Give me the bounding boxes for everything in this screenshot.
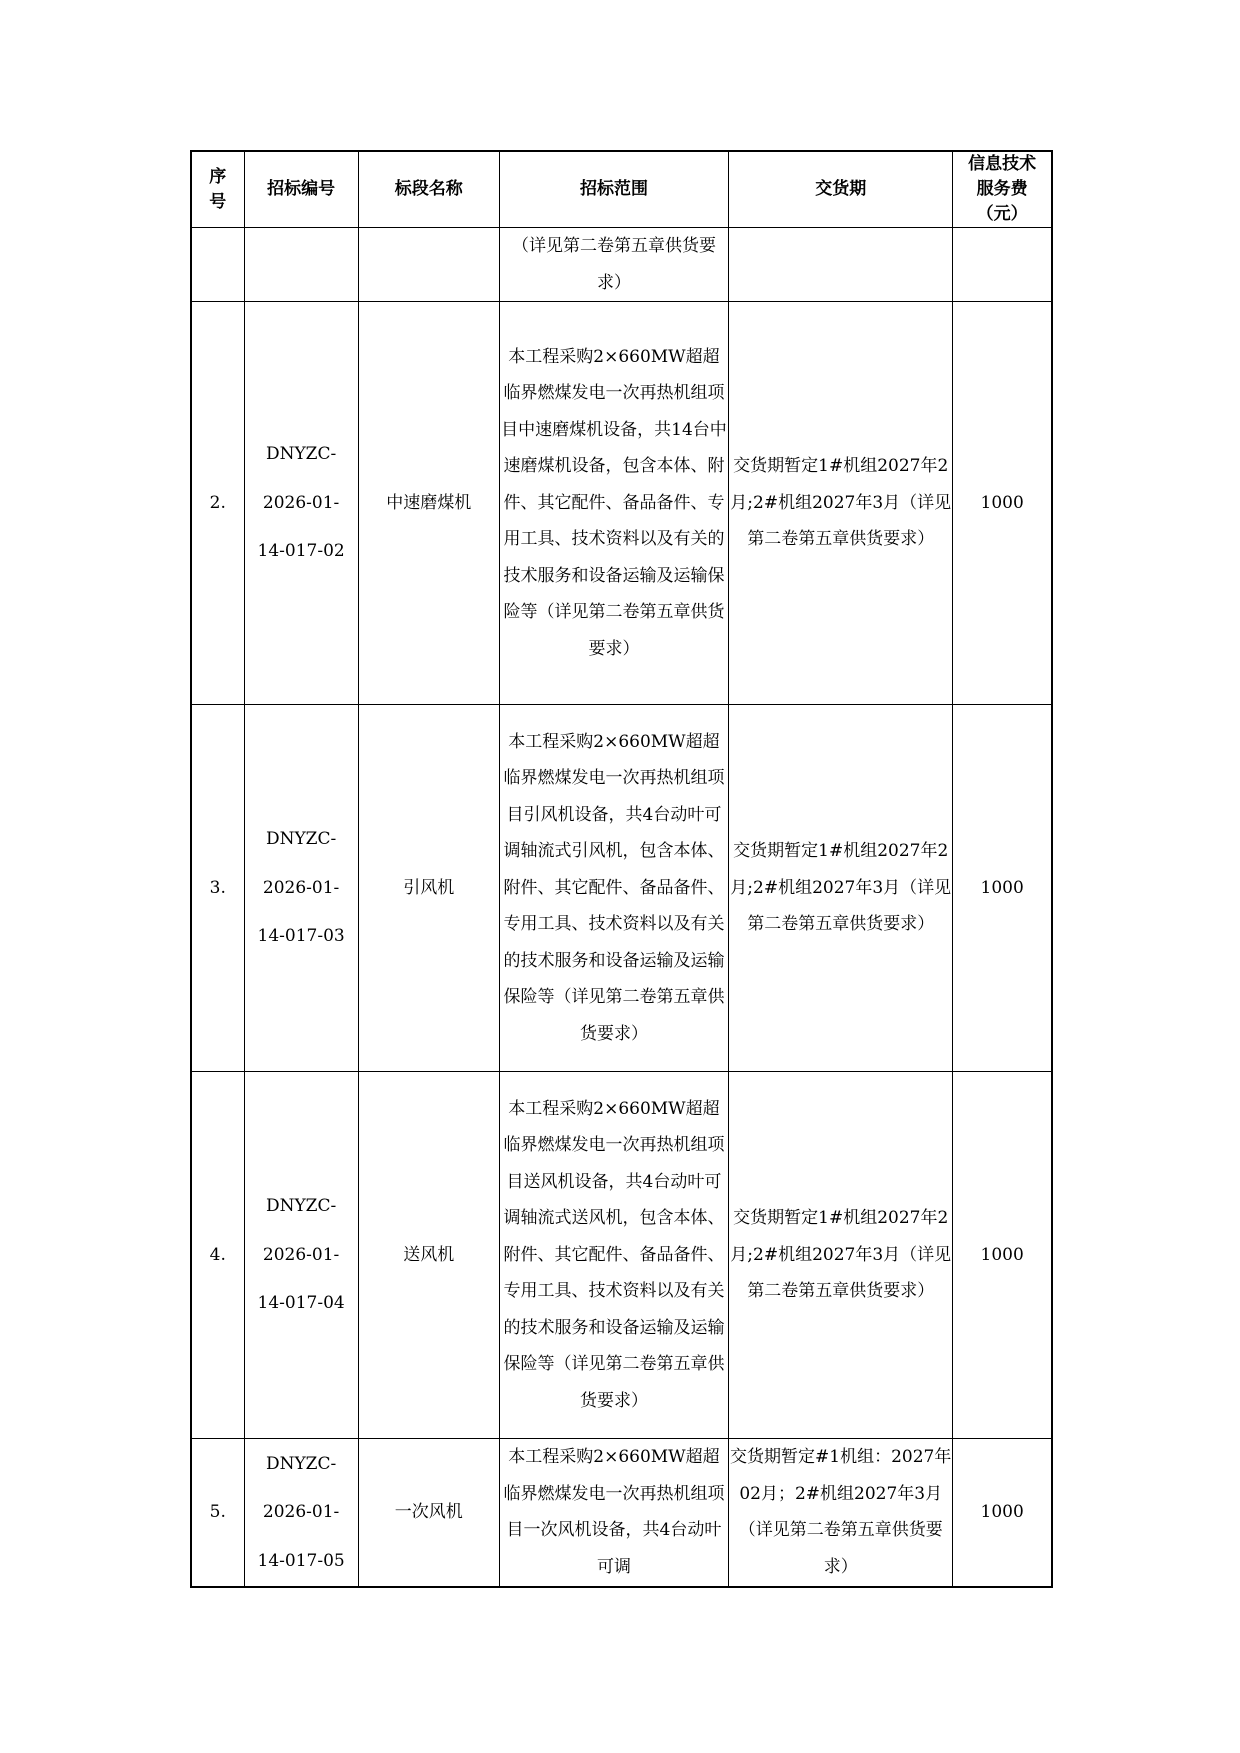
header-delivery: 交货期 xyxy=(729,151,953,228)
cell-fee: 1000 xyxy=(953,1439,1052,1587)
cell-delivery: 交货期暂定#1机组：2027年02月；2#机组2027年3月（详见第二卷第五章供货要求） xyxy=(729,1439,953,1587)
table-row-continuation xyxy=(191,228,1052,302)
cell-name: 一次风机 xyxy=(358,1439,499,1587)
code-line: 14-017-04 xyxy=(257,1293,345,1314)
cell-name: 送风机 xyxy=(358,1072,499,1439)
table-row xyxy=(191,1439,1052,1587)
header-seq-line2: 号 xyxy=(209,191,227,212)
code-line: 14-017-05 xyxy=(257,1550,345,1571)
cell-scope: 本工程采购2×660MW超超临界燃煤发电一次再热机组项目一次风机设备，共4台动叶可调 xyxy=(499,1439,728,1587)
cell-seq: 4. xyxy=(191,1072,244,1439)
header-fee xyxy=(953,151,1052,228)
cell-delivery: 交货期暂定1#机组2027年2月;2#机组2027年3月（详见第二卷第五章供货要求） xyxy=(729,302,953,705)
code-line: 2026-01- xyxy=(262,1244,340,1265)
cell-fee: 1000 xyxy=(953,302,1052,705)
cell-scope: 本工程采购2×660MW超超临界燃煤发电一次再热机组项目引风机设备，共4台动叶可调轴流式引风机，包含本体、附件、其它配件、备品备件、专用工具、技术资料以及有关的技术服务和设备运输及运输保险等（详见第二卷第五章供货要求） xyxy=(499,705,728,1072)
header-fee-line2: 服务费 xyxy=(976,179,1028,199)
header-seq xyxy=(191,151,244,228)
cell-name: 中速磨煤机 xyxy=(358,302,499,705)
code-line: DNYZC- xyxy=(265,829,337,850)
cell-scope: （详见第二卷第五章供货要求） xyxy=(499,228,728,302)
cell-seq: 5. xyxy=(191,1439,244,1587)
cell-delivery xyxy=(729,228,953,302)
header-code: 招标编号 xyxy=(244,151,358,228)
cell-fee xyxy=(953,228,1052,302)
bid-sections-table xyxy=(190,150,1053,1588)
cell-code xyxy=(244,228,358,302)
code-line: 2026-01- xyxy=(262,492,340,513)
code-line: DNYZC- xyxy=(265,1196,337,1217)
cell-scope: 本工程采购2×660MW超超临界燃煤发电一次再热机组项目中速磨煤机设备，共14台中速磨煤机设备，包含本体、附件、其它配件、备品备件、专用工具、技术资料以及有关的技术服务和设备运输及运输保险等（详见第二卷第五章供货要求） xyxy=(499,302,728,705)
cell-fee: 1000 xyxy=(953,705,1052,1072)
cell-code xyxy=(244,1072,358,1439)
cell-code xyxy=(244,705,358,1072)
cell-name xyxy=(358,228,499,302)
cell-code xyxy=(244,302,358,705)
code-line: 14-017-03 xyxy=(257,926,345,947)
code-line: 14-017-02 xyxy=(257,541,345,562)
cell-seq: 2. xyxy=(191,302,244,705)
code-line: DNYZC- xyxy=(265,1453,337,1474)
cell-seq: 3. xyxy=(191,705,244,1072)
cell-scope: 本工程采购2×660MW超超临界燃煤发电一次再热机组项目送风机设备，共4台动叶可调轴流式送风机，包含本体、附件、其它配件、备品备件、专用工具、技术资料以及有关的技术服务和设备运输及运输保险等（详见第二卷第五章供货要求） xyxy=(499,1072,728,1439)
header-name: 标段名称 xyxy=(358,151,499,228)
cell-name: 引风机 xyxy=(358,705,499,1072)
cell-delivery: 交货期暂定1#机组2027年2月;2#机组2027年3月（详见第二卷第五章供货要求） xyxy=(729,1072,953,1439)
header-fee-line3: （元） xyxy=(976,204,1028,224)
cell-delivery: 交货期暂定1#机组2027年2月;2#机组2027年3月（详见第二卷第五章供货要求） xyxy=(729,705,953,1072)
code-line: DNYZC- xyxy=(265,444,337,465)
header-seq-line1: 序 xyxy=(209,166,227,187)
table-row xyxy=(191,1072,1052,1439)
table-row xyxy=(191,302,1052,705)
cell-seq xyxy=(191,228,244,302)
code-line: 2026-01- xyxy=(262,877,340,898)
cell-code xyxy=(244,1439,358,1587)
table-row xyxy=(191,705,1052,1072)
table-header-row xyxy=(191,151,1052,228)
cell-fee: 1000 xyxy=(953,1072,1052,1439)
header-scope: 招标范围 xyxy=(499,151,728,228)
header-fee-line1: 信息技术 xyxy=(968,154,1037,174)
code-line: 2026-01- xyxy=(262,1502,340,1522)
